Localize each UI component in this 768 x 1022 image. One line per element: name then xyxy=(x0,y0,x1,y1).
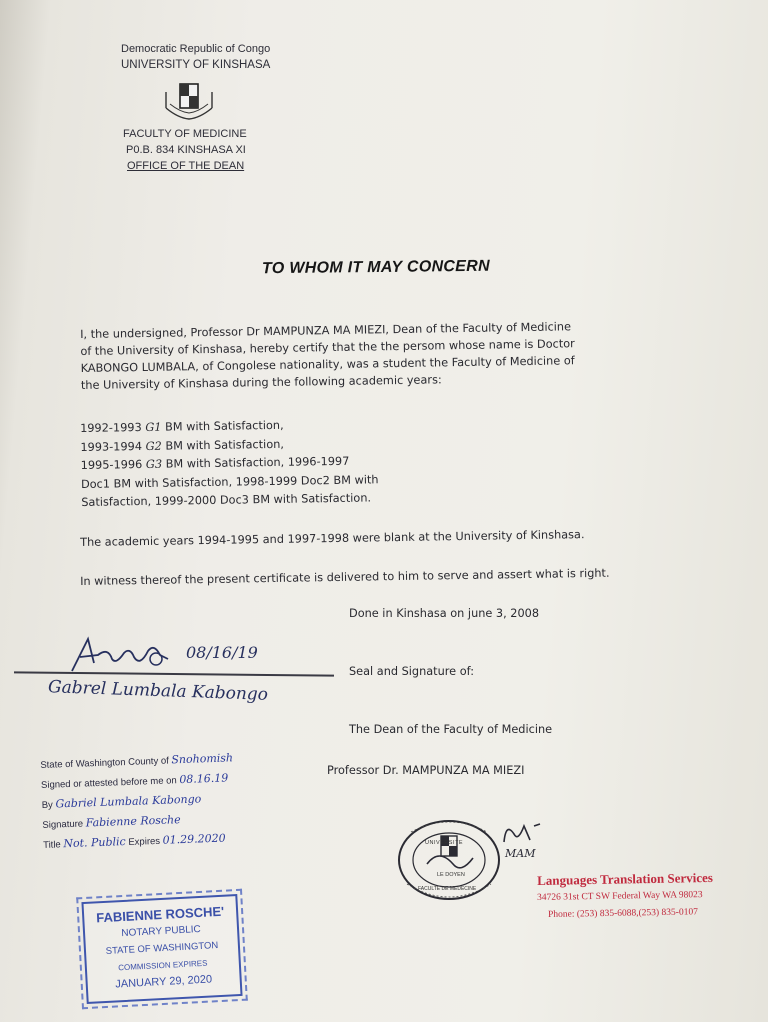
paragraph-line: the University of Kinshasa during the following academic years: xyxy=(80,373,442,392)
notary-stamp-line: COMMISSION EXPIRES xyxy=(118,958,208,973)
certification-paragraph xyxy=(80,318,575,394)
academic-year-line: 1995-1996 G3 BM with Satisfaction, 1996-1997 xyxy=(80,454,350,472)
translation-company: Languages Translation Services xyxy=(537,869,714,888)
translation-address: 34726 31st CT SW Federal Way WA 98023 xyxy=(537,890,703,903)
notary-signed-line: Signed or attested before me on 08.16.19 xyxy=(40,771,229,791)
academic-years-list xyxy=(80,415,379,512)
academic-year-line: Satisfaction, 1999-2000 Doc3 BM with Satisfaction. xyxy=(81,491,372,509)
academic-year-line: 1992-1993 G1 BM with Satisfaction, xyxy=(80,418,284,435)
grade-label: G3 xyxy=(145,457,163,471)
seal-text-top: UNIVERSITE xyxy=(425,840,464,846)
handwritten-signature xyxy=(68,633,188,677)
dean-signature-mark xyxy=(500,818,550,848)
notary-signed-date: 08.16.19 xyxy=(179,771,229,787)
notary-by-value: Gabriel Lumbala Kabongo xyxy=(55,792,202,811)
notary-title-line: Title Not. Public Expires 01.29.2020 xyxy=(42,831,226,851)
academic-year-line: Doc1 BM with Satisfaction, 1998-1999 Doc2 BM with xyxy=(80,472,379,491)
faculty-name: FACULTY OF MEDICINE xyxy=(123,128,247,140)
notary-signature-line: Signature Fabienne Rosche xyxy=(42,813,181,831)
university-crest-icon xyxy=(160,78,218,122)
notary-county: Snohomish xyxy=(171,751,234,767)
grade-label: G2 xyxy=(145,439,162,453)
witness-statement: In witness thereof the present certificate is delivered to him to serve and assert what is right. xyxy=(80,566,610,588)
handwritten-date: 08/16/19 xyxy=(186,643,258,662)
university-name: UNIVERSITY OF KINSHASA xyxy=(121,59,271,71)
faculty-address: P0.B. 834 KINSHASA XI xyxy=(126,144,246,156)
notary-stamp-line: NOTARY PUBLIC xyxy=(121,923,202,940)
office-of-dean: OFFICE OF THE DEAN xyxy=(127,160,245,172)
academic-year-line: 1993-1994 G2 BM with Satisfaction, xyxy=(80,437,285,454)
notary-signature-value: Fabienne Rosche xyxy=(85,813,181,830)
seal-and-signature-label: Seal and Signature of: xyxy=(349,665,474,678)
notary-stamp-line: JANUARY 29, 2020 xyxy=(115,973,213,991)
notary-acknowledgment xyxy=(40,745,323,855)
paragraph-line: of the University of Kinshasa, hereby certify that the the persom whose name is Doctor xyxy=(80,337,575,358)
dean-name: Professor Dr. MAMPUNZA MA MIEZI xyxy=(327,764,525,777)
handwritten-printed-name: Gabrel Lumbala Kabongo xyxy=(47,677,269,705)
done-in-kinshasa: Done in Kinshasa on june 3, 2008 xyxy=(349,607,540,620)
seal-text-bottom: FACULTE DE MEDECINE xyxy=(418,886,477,892)
notary-stamp xyxy=(81,894,242,1004)
notary-stamp-name: FABIENNE ROSCHE' xyxy=(95,903,225,926)
dean-initials: MAM xyxy=(505,847,536,860)
grade-label: G1 xyxy=(145,420,162,434)
seal-text-middle: LE DOYEN xyxy=(437,872,465,878)
country-line: Democratic Republic of Congo xyxy=(121,43,271,55)
translation-phone: Phone: (253) 835-6088,(253) 835-0107 xyxy=(548,907,699,920)
dean-title: The Dean of the Faculty of Medicine xyxy=(349,723,553,736)
document-title: TO WHOM IT MAY CONCERN xyxy=(261,257,491,278)
paragraph-line: KABONGO LUMBALA, of Congolese nationality, was a student the Faculty of Medicine of xyxy=(80,354,575,375)
notary-stamp-line: STATE OF WASHINGTON xyxy=(105,940,219,957)
notary-state-line: State of Washington County of Snohomish xyxy=(40,751,234,771)
paragraph-line: I, the undersigned, Professor Dr MAMPUNZA MA MIEZI, Dean of the Faculty of Medicine xyxy=(80,320,572,341)
notary-by-line: By Gabriel Lumbala Kabongo xyxy=(41,792,202,811)
notary-expires-value: 01.29.2020 xyxy=(162,831,226,847)
blank-years-statement: The academic years 1994-1995 and 1997-1998 were blank at the University of Kinshasa. xyxy=(80,528,585,549)
notary-title-value: Not. Public xyxy=(63,835,126,851)
